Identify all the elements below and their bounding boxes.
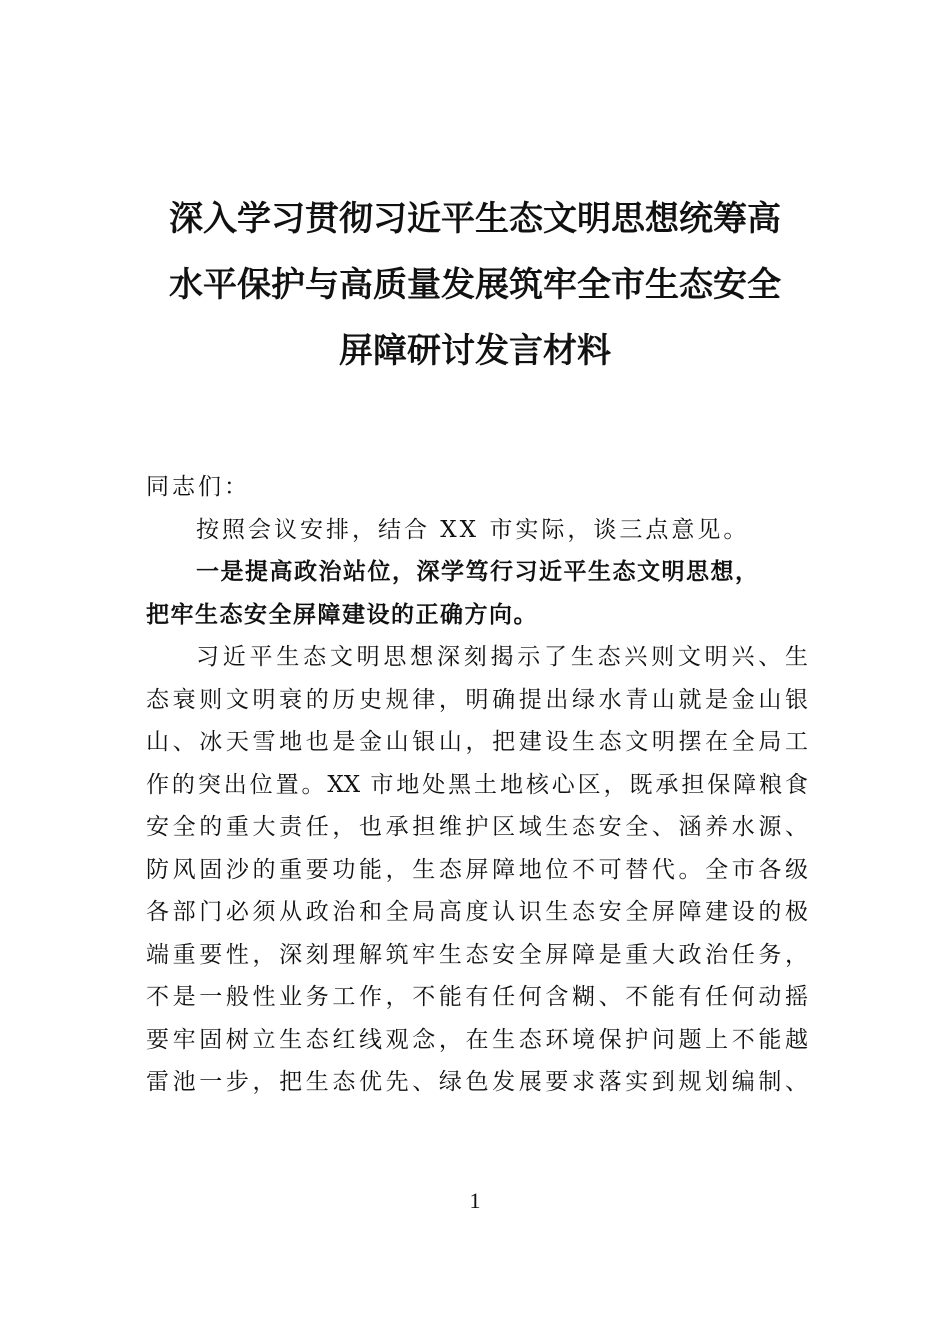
intro-paragraph: 按照会议安排，结合 XX 市实际，谈三点意见。 xyxy=(196,516,750,543)
paragraph-line: 防风固沙的重要功能，生态屏障地位不可替代。全市各级 xyxy=(146,856,808,883)
title-line-1: 深入学习贯彻习近平生态文明思想统筹高 xyxy=(169,199,781,239)
document-title xyxy=(140,186,810,384)
paragraph-line: 作的突出位置。XX 市地处黑土地核心区，既承担保障粮食 xyxy=(146,771,808,798)
paragraph-line: 习近平生态文明思想深刻揭示了生态兴则文明兴、生 xyxy=(196,644,808,670)
paragraph-line: 不是一般性业务工作，不能有任何含糊、不能有任何动摇 xyxy=(146,984,808,1010)
page-number: 1 xyxy=(469,1188,481,1213)
paragraph-line: 山、冰天雪地也是金山银山，把建设生态文明摆在全局工 xyxy=(146,729,808,755)
paragraph-line: 要牢固树立生态红线观念，在生态环境保护问题上不能越 xyxy=(146,1026,808,1053)
paragraph-line: 态衰则文明衰的历史规律，明确提出绿水青山就是金山银 xyxy=(146,686,808,713)
section-heading-line-2: 把牢生态安全屏障建设的正确方向。 xyxy=(146,601,538,628)
paragraph-line: 各部门必须从政治和全局高度认识生态安全屏障建设的极 xyxy=(146,899,808,925)
title-line-2: 水平保护与高质量发展筑牢全市生态安全 xyxy=(169,265,781,305)
paragraph-line: 安全的重大责任，也承担维护区域生态安全、涵养水源、 xyxy=(146,814,808,840)
paragraph-line: 雷池一步，把生态优先、绿色发展要求落实到规划编制、 xyxy=(146,1069,808,1095)
title-line-3: 屏障研讨发言材料 xyxy=(339,331,611,371)
paragraph-line: 端重要性，深刻理解筑牢生态安全屏障是重大政治任务， xyxy=(146,941,808,968)
document-body xyxy=(146,466,808,1104)
section-heading-line-1: 一是提高政治站位，深学笃行习近平生态文明思想， xyxy=(196,559,760,585)
salutation: 同志们： xyxy=(146,474,250,500)
